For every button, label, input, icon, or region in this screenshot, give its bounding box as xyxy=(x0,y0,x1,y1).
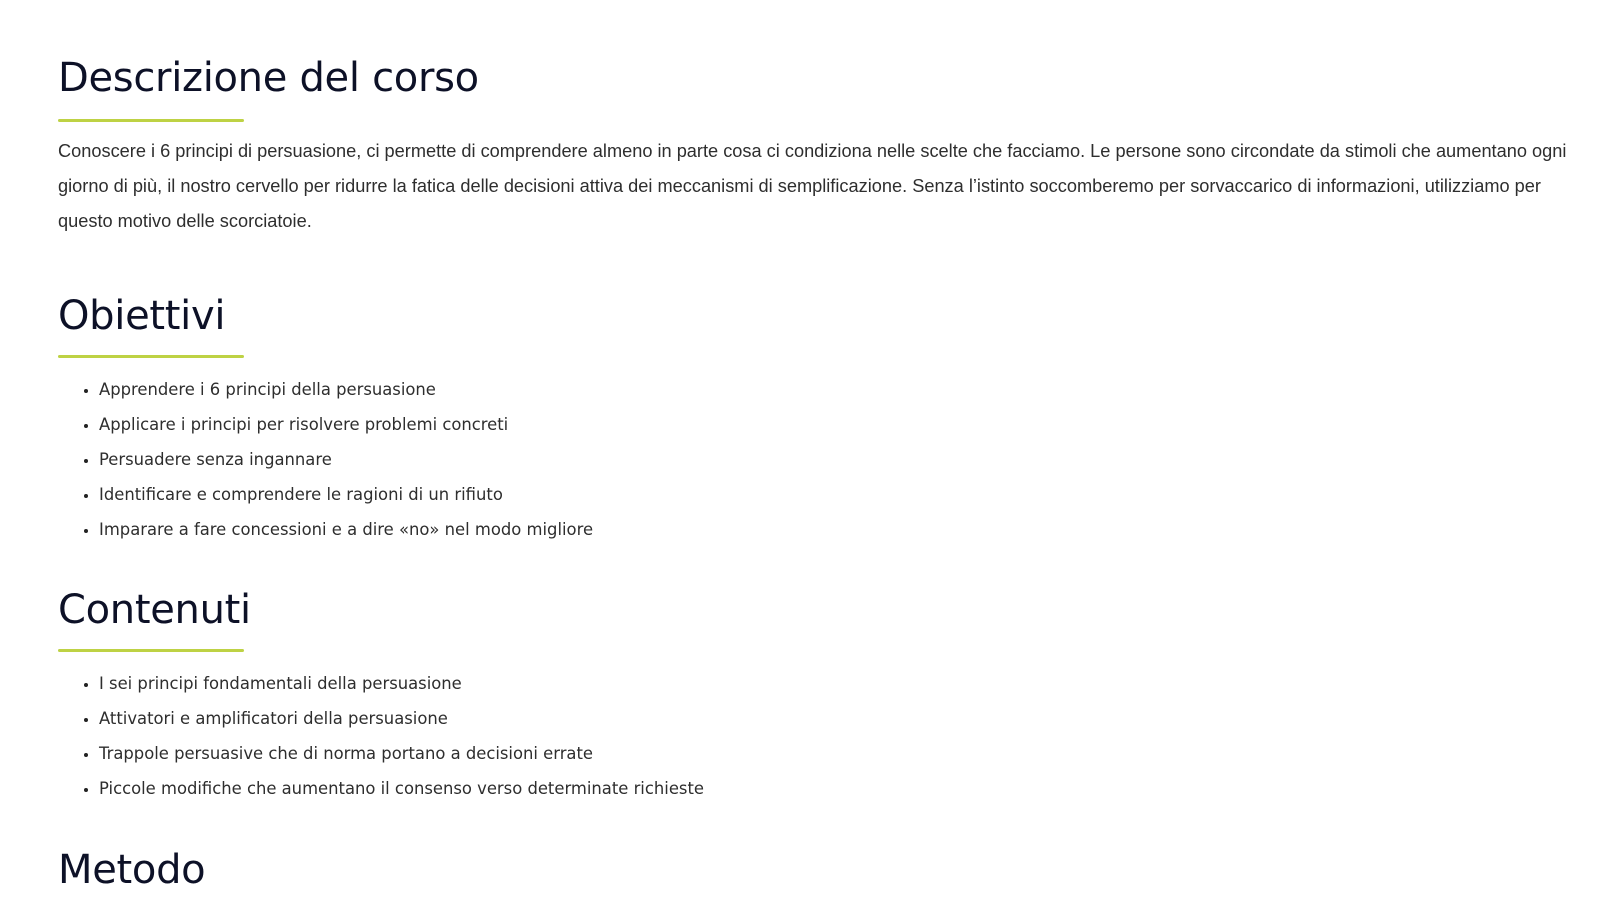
section-metodo xyxy=(58,846,205,894)
list-item: • Piccole modifiche che aumentano il consenso verso determinate richieste xyxy=(99,771,704,806)
heading-underline xyxy=(58,649,244,652)
heading-metodo: Metodo xyxy=(58,847,206,893)
heading-underline xyxy=(58,119,244,122)
list-item: • Persuadere senza ingannare xyxy=(99,442,593,477)
course-description-text: Conoscere i 6 principi di persuasione, ci permette di comprendere almeno in parte cosa ci condiziona nelle scelte che facciamo. Le persone sono circondate da stimoli che aumentano ogni giorno di più, il nostro cervello per ridurre la fatica delle decisioni attiva dei meccanismi di semplificazione. Senza l’istinto soccomberemo per sorvaccarico di informazioni, utilizziamo per questo motivo delle scorciatoie. xyxy=(58,141,1567,231)
heading-obiettivi: Obiettivi xyxy=(58,293,226,339)
contenuti-list xyxy=(58,666,704,806)
section-descrizione xyxy=(58,54,479,122)
list-item: • Attivatori e amplificatori della persuasione xyxy=(99,701,704,736)
list-item: • Applicare i principi per risolvere problemi concreti xyxy=(99,407,593,442)
section-obiettivi xyxy=(58,292,244,358)
heading-underline xyxy=(58,355,244,358)
list-item: • Trappole persuasive che di norma portano a decisioni errate xyxy=(99,736,704,771)
section-contenuti xyxy=(58,586,251,652)
list-item: • Imparare a fare concessioni e a dire «no» nel modo migliore xyxy=(99,512,593,547)
heading-descrizione: Descrizione del corso xyxy=(58,55,479,101)
list-item: • I sei principi fondamentali della persuasione xyxy=(99,666,704,701)
heading-contenuti: Contenuti xyxy=(58,587,251,633)
list-item: • Identificare e comprendere le ragioni di un rifiuto xyxy=(99,477,593,512)
obiettivi-list xyxy=(58,372,593,547)
list-item: • Apprendere i 6 principi della persuasione xyxy=(99,372,593,407)
